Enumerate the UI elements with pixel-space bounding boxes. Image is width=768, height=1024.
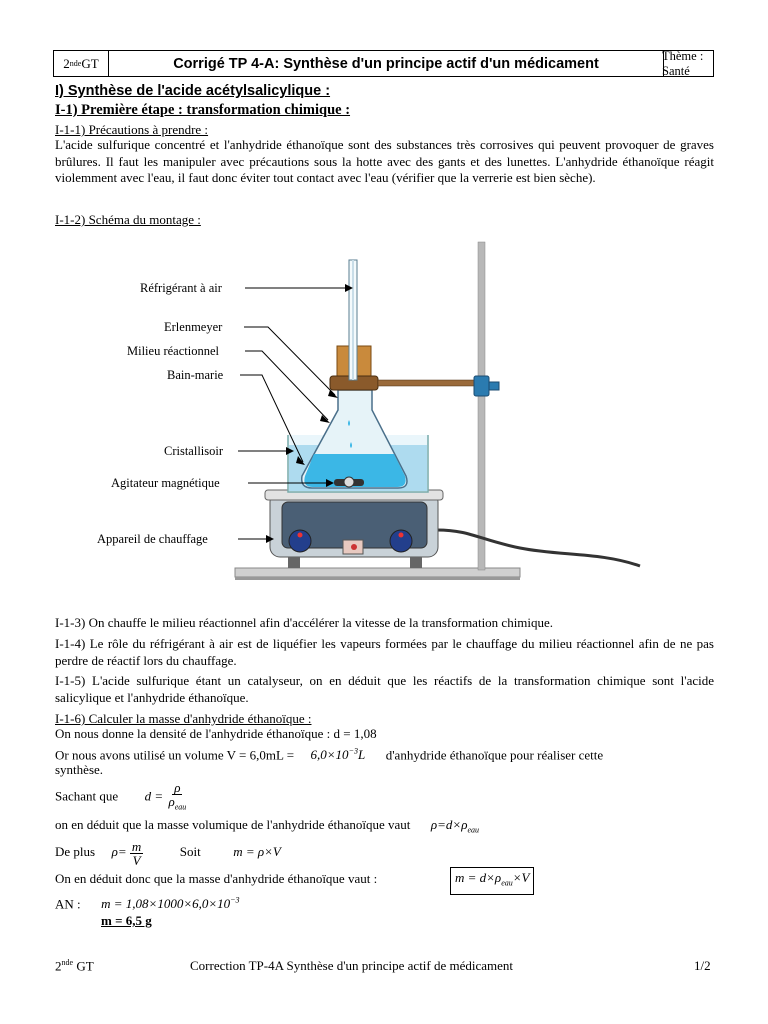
label-cristallisoir: Cristallisoir: [164, 444, 224, 458]
clamp-holder: [474, 376, 489, 396]
step-title: I-1) Première étape : transformation chimique :: [55, 102, 351, 118]
result: m = 6,5 g: [101, 913, 152, 928]
q115-text: I-1-5) L'acide sulfurique étant un catalyseur, on en déduit que les réactifs de la transformation chimique sont l'acide salicylique et l'anhydride éthanoïque.: [55, 673, 714, 705]
q116-line2: Or nous avons utilisé un volume $V = 6,0mL = 6,0\times 10^{-3}L$ d'anhydride éthanoïque pour réaliser cette: [55, 747, 604, 763]
footer-page: 1/2: [694, 958, 711, 973]
q116-line1: On nous donne la densité de l'anhydride éthanoïque : d = 1,08: [55, 726, 377, 741]
eq-rho: on en déduit que la masse volumique de l'anhydride éthanoïque vaut $\rho=d\times\rho_{eau}$: [55, 817, 480, 835]
eq-mass-box: $m = d\times\rho_{eau}\times V$: [450, 867, 534, 895]
label-chauffage: Appareil de chauffage: [97, 532, 208, 546]
q112-title: I-1-2) Schéma du montage :: [55, 212, 201, 227]
eq-an: AN : $m = 1,08\times 1000\times 6,0\times 10^{-3}$: [55, 896, 240, 912]
header-table: [53, 50, 714, 77]
header-theme: Thème : Santé: [662, 48, 704, 78]
section-title: I) Synthèse de l'acide acétylsalicylique :: [55, 83, 331, 99]
q116-title: I-1-6) Calculer la masse d'anhydride éthanoïque :: [55, 711, 312, 726]
stand-base: [235, 568, 520, 577]
label-refrigerant: Réfrigérant à air: [140, 281, 222, 295]
pointer-milieu: [245, 351, 328, 420]
footer-level: 2nde GT: [55, 958, 94, 974]
q116-line3: synthèse.: [55, 762, 104, 777]
label-bain: Bain-marie: [167, 368, 224, 382]
q113-text: I-1-3) On chauffe le milieu réactionnel afin d'accélérer la vitesse de la transformation chimique.: [55, 615, 554, 630]
q111-text: L'acide sulfurique concentré et l'anhydride éthanoïque sont des substances très corrosives qui peuvent provoquer de graves brûlures. Il faut les manipuler avec précautions sous la hotte avec des gants et des lunettes. L'anhydride éthanoïque réagit violemment avec l'eau, il faut donc éviter tout contact avec l'eau (vérifier que la verrerie est bien sèche).: [55, 137, 714, 185]
q114-text: I-1-4) Le rôle du réfrigérant à air est de liquéfier les vapeurs formées par le chauffage du milieu réactionnel afin de ne pas perdre de réactif lors du chauffage.: [55, 636, 714, 668]
pointer-erlenmeyer: [244, 327, 335, 395]
power-cable: [437, 530, 640, 566]
label-erlenmeyer: Erlenmeyer: [164, 320, 223, 334]
eq-density: Sachant que d = $\frac{\rho}{\rho_{eau}}$: [55, 780, 187, 812]
q116-mass-line: On en déduit donc que la masse d'anhydride éthanoïque vaut :: [55, 871, 378, 886]
stand-rod: [478, 242, 485, 570]
header-title: Corrigé TP 4-A: Synthèse d'un principe actif d'un médicament: [108, 51, 664, 76]
label-milieu: Milieu réactionnel: [127, 344, 219, 358]
label-agitateur: Agitateur magnétique: [111, 476, 220, 490]
q111-title: I-1-1) Précautions à prendre :: [55, 122, 209, 137]
header-level: 2 nde GT: [63, 55, 99, 71]
footer-center: Correction TP-4A Synthèse d'un principe actif de médicament: [190, 958, 514, 973]
eq-rho2: De plus ρ= $\frac{m}{V}$ Soit m = ρ×V: [55, 838, 281, 868]
